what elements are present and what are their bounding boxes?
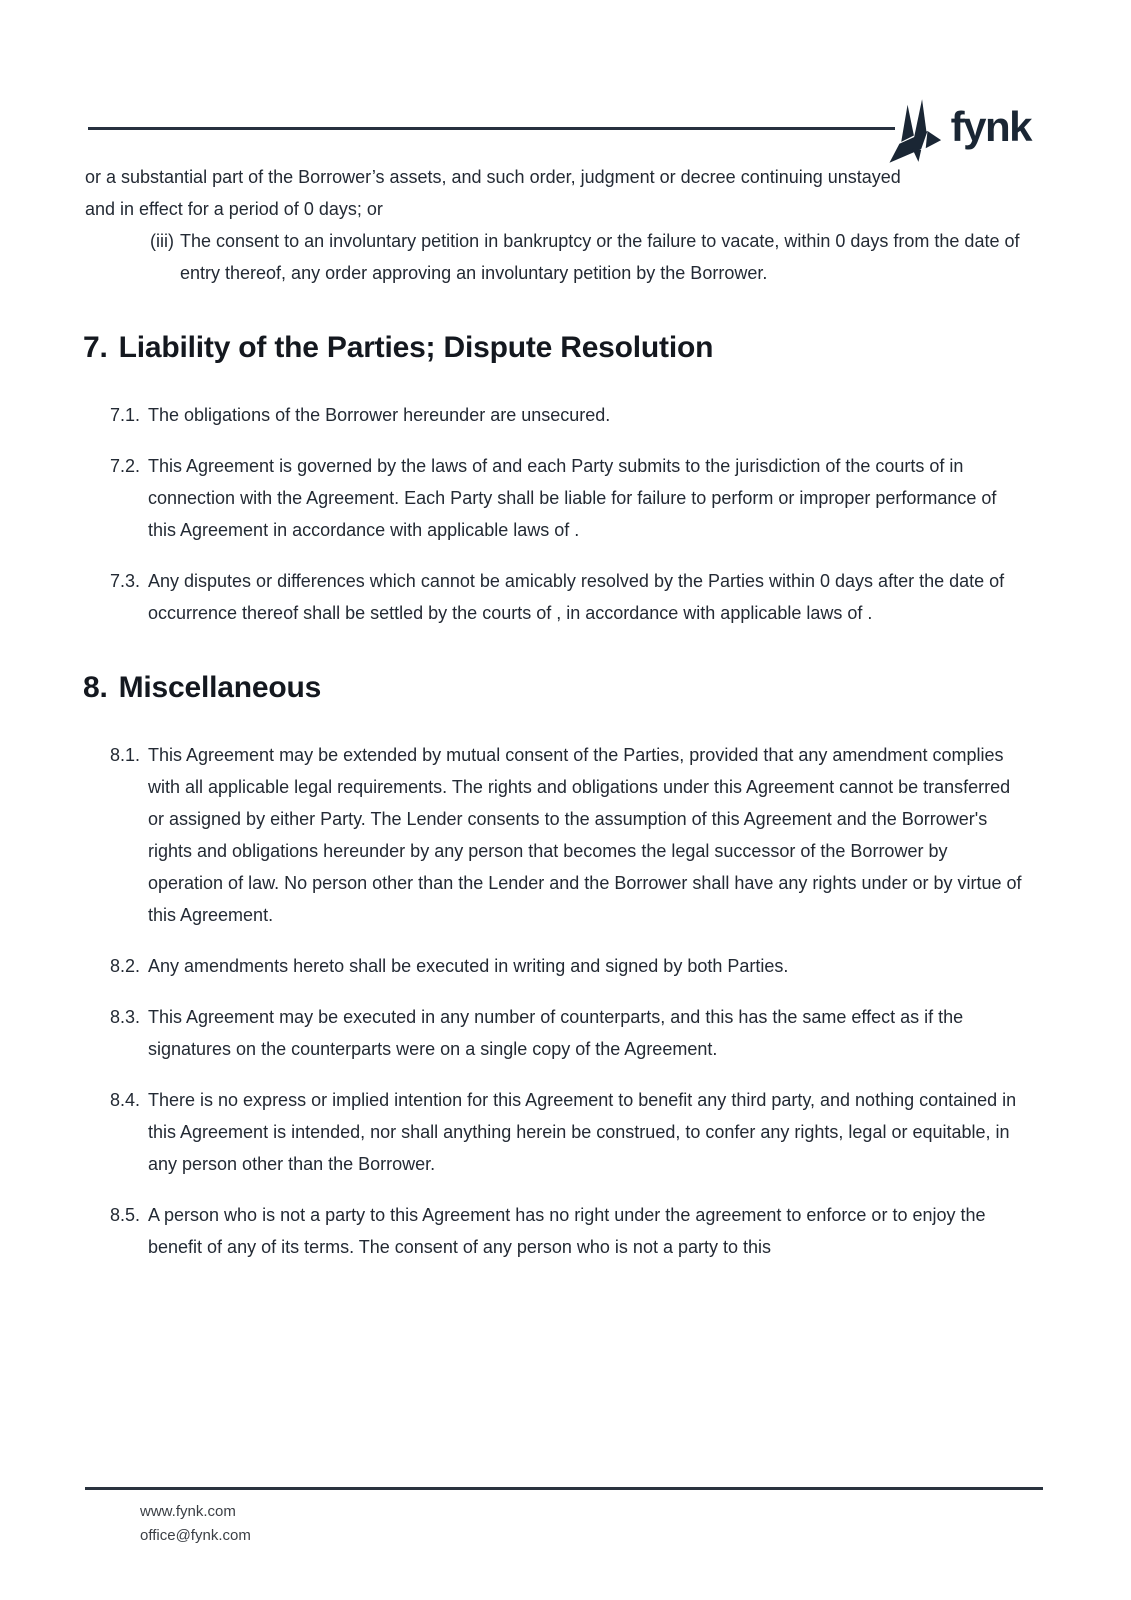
- clause-7-1: [85, 399, 1023, 431]
- clause-8-5: [85, 1199, 1023, 1263]
- clause-text: This Agreement may be executed in any number of counterparts, and this has the same effect as if the signatures on the counterparts were on a single copy of the Agreement.: [148, 1007, 964, 1059]
- clause-7-2: [85, 450, 1023, 546]
- section-8-number: 8.: [83, 671, 108, 704]
- fynk-wordmark: fynk: [950, 103, 1031, 150]
- footer-website: www.fynk.com: [140, 1503, 236, 1520]
- subclause-marker: (iii): [150, 231, 174, 251]
- clause-text: This Agreement may be extended by mutual consent of the Parties, provided that any amendment complies with all applicable legal requirements. The rights and obligations under this Agreement cannot be transferred or assigned by either Party. The Lender consents to the assumption of this Agreement and the Borrower's rights and obligations hereunder by any person that becomes the legal successor of the Borrower by operation of law. No person other than the Lender and the Borrower shall have any rights under or by virtue of this Agreement.: [148, 745, 1022, 925]
- section-7-heading: [83, 330, 1023, 366]
- clause-number: 7.1.: [109, 405, 140, 425]
- document-content: [85, 0, 1023, 1282]
- clause-7-3: [85, 565, 1023, 629]
- section-8-heading: [83, 670, 1023, 706]
- clause-number: 8.3.: [109, 1007, 140, 1027]
- clause-8-1: [85, 739, 1023, 931]
- clause-number: 7.2.: [109, 456, 140, 476]
- clause-text: A person who is not a party to this Agreement has no right under the agreement to enforce or to enjoy the benefit of any of its terms. The consent of any person who is not a party to this: [148, 1205, 986, 1257]
- footer-email: office@fynk.com: [140, 1527, 251, 1544]
- clause-text: Any disputes or differences which cannot be amicably resolved by the Parties within 0 days after the date of occurrence thereof shall be settled by the courts of , in accordance with applicable laws of .: [148, 571, 1005, 623]
- clause-number: 8.2.: [109, 956, 140, 976]
- page-footer: [140, 1500, 251, 1548]
- clause-text: There is no express or implied intention for this Agreement to benefit any third party, and nothing contained in this Agreement is intended, nor shall anything herein be construed, to confer any rights, legal or equitable, in any person other than the Borrower.: [148, 1090, 1017, 1174]
- clause-number: 8.1.: [109, 745, 140, 765]
- section-8-title: Miscellaneous: [118, 671, 322, 704]
- section-7-title: Liability of the Parties; Dispute Resolution: [118, 331, 714, 364]
- clause-number: 8.4.: [109, 1090, 140, 1110]
- clause-text: This Agreement is governed by the laws of and each Party submits to the jurisdiction of the courts of in connection with the Agreement. Each Party shall be liable for failure to perform or improper performance of this Agreement in accordance with applicable laws of .: [148, 456, 997, 540]
- clause-number: 8.5.: [109, 1205, 140, 1225]
- clause-text: Any amendments hereto shall be executed in writing and signed by both Parties.: [148, 956, 789, 976]
- subclause-text: The consent to an involuntary petition in bankruptcy or the failure to vacate, within 0 days from the date of entry thereof, any order approving an involuntary petition by the Borrower.: [180, 231, 1020, 283]
- subclause-iii: [113, 225, 1023, 289]
- clause-8-3: [85, 1001, 1023, 1065]
- section-7-number: 7.: [83, 331, 108, 364]
- clause-8-2: [85, 950, 1023, 982]
- clause-number: 7.3.: [109, 571, 140, 591]
- clause-text: The obligations of the Borrower hereunder are unsecured.: [148, 405, 611, 425]
- continuation-paragraph: or a substantial part of the Borrower’s assets, and such order, judgment or decree continuing unstayed and in effect for a period of 0 days; or: [85, 167, 901, 219]
- clause-8-4: [85, 1084, 1023, 1180]
- footer-rule: [85, 1487, 1043, 1490]
